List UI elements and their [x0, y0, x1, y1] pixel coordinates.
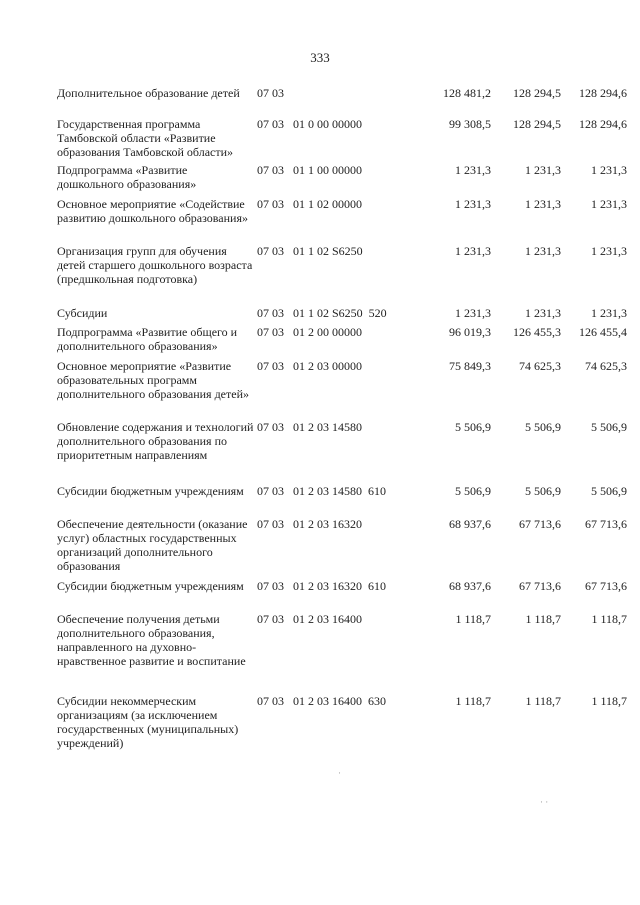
row-value-2: 67 713,6	[519, 517, 561, 531]
row-value-1: 5 506,9	[455, 420, 491, 434]
table-row	[57, 86, 627, 120]
row-value-3: 5 506,9	[591, 484, 627, 498]
row-name: Дополнительное образование детей	[57, 86, 240, 100]
row-value-1: 128 481,2	[443, 86, 491, 100]
row-value-3: 1 118,7	[591, 694, 627, 708]
row-value-3: 1 231,3	[591, 244, 627, 258]
row-value-1: 75 849,3	[449, 359, 491, 373]
row-value-2: 5 506,9	[525, 420, 561, 434]
row-name: Обеспечение деятельности (оказание услуг) областных государственных организаций дополнительного образования	[57, 517, 248, 573]
page-number: 333	[310, 50, 330, 65]
row-value-3: 128 294,6	[579, 117, 627, 131]
table-row	[57, 420, 627, 486]
row-code: 07 03 01 2 03 16320 610	[257, 579, 386, 593]
row-name: Основное мероприятие «Развитие образовательных программ дополнительного образования детей»	[57, 359, 249, 401]
row-value-2: 74 625,3	[519, 359, 561, 373]
row-value-1: 5 506,9	[455, 484, 491, 498]
row-value-3: 1 231,3	[591, 197, 627, 211]
table-row	[57, 579, 627, 614]
table-row	[57, 306, 627, 327]
row-value-1: 1 231,3	[455, 306, 491, 320]
row-value-1: 1 231,3	[455, 244, 491, 258]
row-code: 07 03 01 2 03 16400	[257, 612, 362, 626]
table-row	[57, 244, 627, 308]
row-value-2: 126 455,3	[513, 325, 561, 339]
row-value-3: 5 506,9	[591, 420, 627, 434]
row-name: Субсидии	[57, 306, 108, 320]
row-value-3: 67 713,6	[585, 517, 627, 531]
row-name: Основное мероприятие «Содействие развитию дошкольного образования»	[57, 197, 248, 225]
table-row	[57, 694, 627, 758]
row-code: 07 03 01 2 03 16400 630	[257, 694, 386, 708]
row-code: 07 03 01 2 03 14580 610	[257, 484, 386, 498]
row-value-2: 1 118,7	[525, 694, 561, 708]
row-value-1: 1 231,3	[455, 197, 491, 211]
row-value-2: 1 231,3	[525, 244, 561, 258]
row-value-1: 1 118,7	[455, 612, 491, 626]
table-row	[57, 325, 627, 361]
row-value-3: 1 231,3	[591, 163, 627, 177]
row-name: Субсидии бюджетным учреждениям	[57, 484, 244, 498]
row-name: Обновление содержания и технологий дополнительного образования по приоритетным направлениям	[57, 420, 254, 462]
row-code: 07 03 01 1 02 S6250 520	[257, 306, 387, 320]
table-row	[57, 163, 627, 198]
row-name: Государственная программа Тамбовской области «Развитие образования Тамбовской области»	[57, 117, 234, 159]
row-value-1: 68 937,6	[449, 579, 491, 593]
row-code: 07 03	[257, 86, 284, 100]
row-name: Подпрограмма «Развитие дошкольного образования»	[57, 163, 197, 191]
row-code: 07 03 01 2 03 00000	[257, 359, 362, 373]
row-name: Субсидии некоммерческим организациям (за исключением государственных (муниципальных) учреждений)	[57, 694, 239, 750]
row-value-3: 128 294,6	[579, 86, 627, 100]
row-value-3: 67 713,6	[585, 579, 627, 593]
row-value-1: 96 019,3	[449, 325, 491, 339]
scan-speck: · ·	[540, 797, 549, 807]
row-value-3: 126 455,4	[579, 325, 627, 339]
row-value-1: 99 308,5	[449, 117, 491, 131]
row-value-2: 1 231,3	[525, 197, 561, 211]
row-value-2: 5 506,9	[525, 484, 561, 498]
budget-table	[57, 86, 627, 786]
row-value-3: 1 231,3	[591, 306, 627, 320]
row-value-2: 128 294,5	[513, 117, 561, 131]
table-row	[57, 612, 627, 696]
table-row	[57, 197, 627, 246]
table-row	[57, 359, 627, 422]
table-row	[57, 484, 627, 519]
row-code: 07 03 01 2 03 14580	[257, 420, 362, 434]
row-name: Субсидии бюджетным учреждениям	[57, 579, 244, 593]
row-value-3: 1 118,7	[591, 612, 627, 626]
scan-speck: ·	[338, 768, 341, 778]
row-name: Подпрограмма «Развитие общего и дополнительного образования»	[57, 325, 238, 353]
row-value-1: 1 231,3	[455, 163, 491, 177]
row-value-2: 1 231,3	[525, 306, 561, 320]
row-value-2: 67 713,6	[519, 579, 561, 593]
row-value-3: 74 625,3	[585, 359, 627, 373]
row-name: Организация групп для обучения детей старшего дошкольного возраста (предшкольная подготовка)	[57, 244, 253, 286]
row-value-2: 1 118,7	[525, 612, 561, 626]
row-value-1: 1 118,7	[455, 694, 491, 708]
row-code: 07 03 01 1 00 00000	[257, 163, 362, 177]
row-value-1: 68 937,6	[449, 517, 491, 531]
row-code: 07 03 01 2 00 00000	[257, 325, 362, 339]
row-value-2: 128 294,5	[513, 86, 561, 100]
table-row	[57, 117, 627, 167]
row-value-2: 1 231,3	[525, 163, 561, 177]
row-code: 07 03 01 2 03 16320	[257, 517, 362, 531]
table-row	[57, 517, 627, 581]
row-code: 07 03 01 0 00 00000	[257, 117, 362, 131]
row-name: Обеспечение получения детьми дополнительного образования, направленного на духовно-нравственное развитие и воспитание	[57, 612, 246, 668]
row-code: 07 03 01 1 02 S6250	[257, 244, 363, 258]
row-code: 07 03 01 1 02 00000	[257, 197, 362, 211]
